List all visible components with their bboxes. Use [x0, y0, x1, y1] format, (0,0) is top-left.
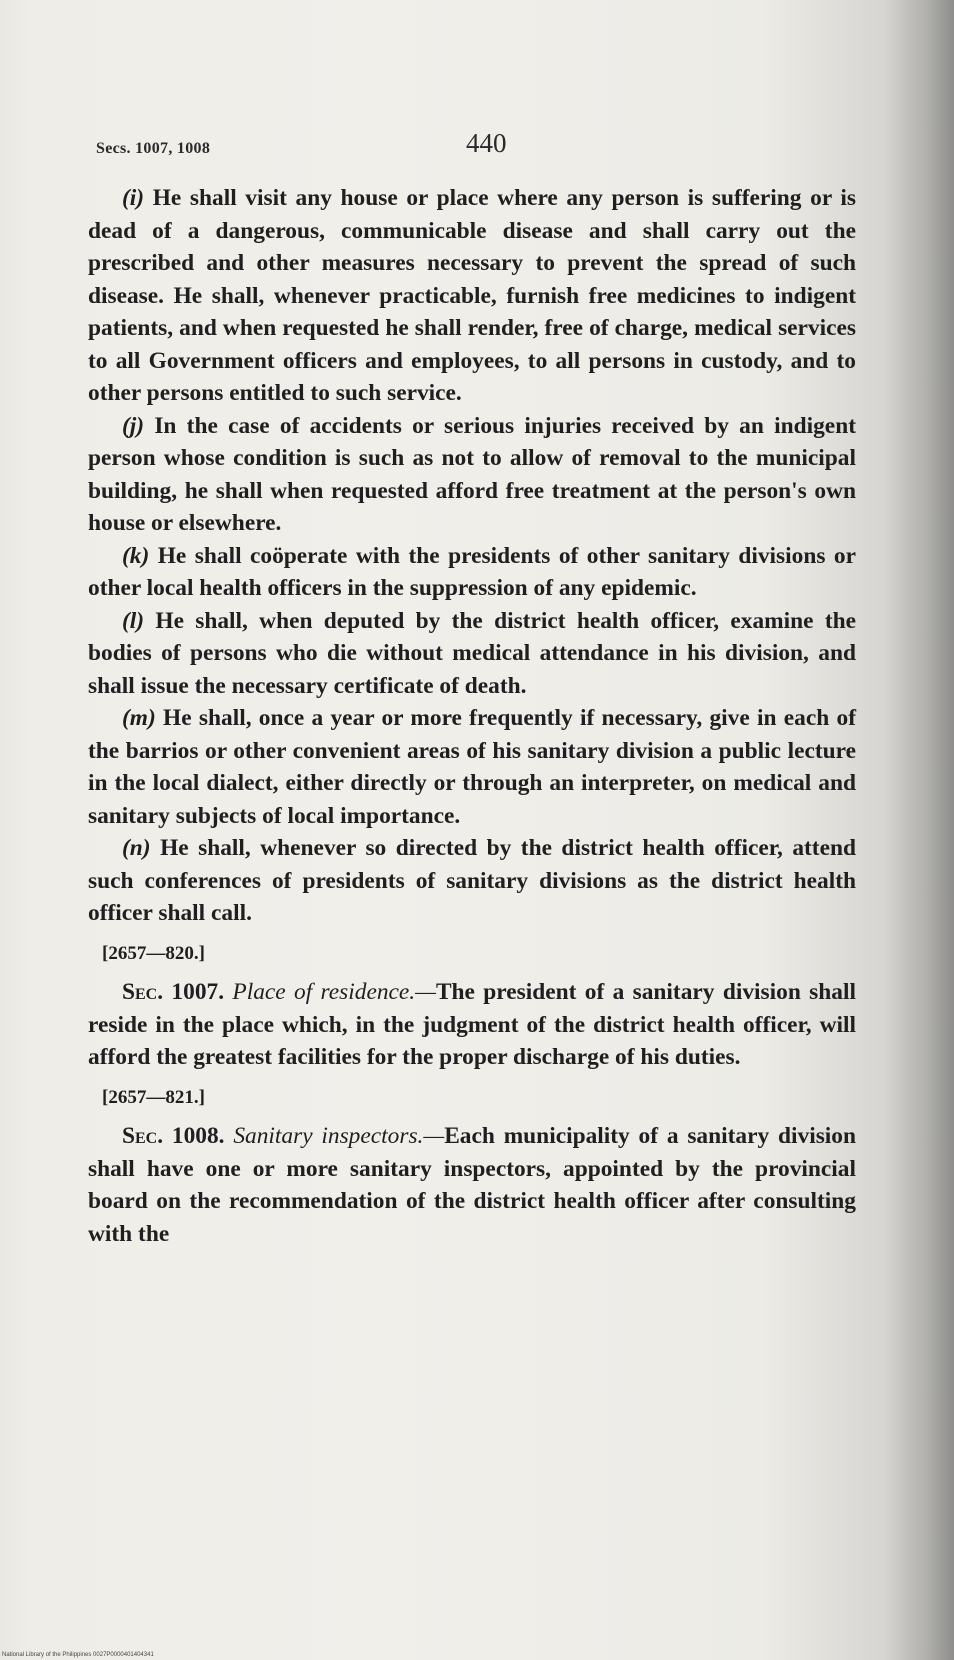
- section-text: Each municipality of a sanitary division shall have one or more sanitary inspectors, appointed by the provincial board on the recommendation of the district health officer after consulting with the: [88, 1123, 857, 1247]
- citation-820: [2657—820.]: [102, 942, 205, 964]
- section-number: Sec. 1007.: [122, 979, 225, 1005]
- paragraph-label: (k): [122, 542, 150, 569]
- library-footer: National Library of the Philippines 0027P0000401404341: [2, 1652, 154, 1658]
- paragraph-label: (j): [122, 412, 145, 439]
- paragraph-label: (m): [122, 705, 156, 731]
- paragraph-j: [88, 410, 856, 540]
- paragraph-m: [88, 702, 856, 832]
- paragraph-text: He shall, when deputed by the district health officer, examine the bodies of persons who die without medical attendance in his division, and shall issue the necessary certificate of death.: [88, 607, 856, 699]
- section-text: The president of a sanitary division shall reside in the place which, in the judgment of the district health officer, will afford the greatest facilities for the proper discharge of his duties.: [88, 979, 856, 1070]
- page-edge-shadow: [884, 0, 954, 1660]
- section-1007: [88, 976, 856, 1074]
- body-text: [88, 182, 856, 1250]
- paragraph-k: [88, 540, 856, 605]
- paragraph-text: He shall, once a year or more frequently if necessary, give in each of the barrios or other convenient areas of his sanitary division a public lecture in the local dialect, either directly or through an interpreter, on medical and sanitary subjects of local importance.: [88, 705, 856, 829]
- paragraph-label: (i): [122, 185, 145, 211]
- section-1008: [88, 1120, 856, 1250]
- section-caption: Place of residence.—: [232, 979, 436, 1005]
- paragraph-text: He shall, whenever so directed by the district health officer, attend such conferences of presidents of sanitary divisions as the district health officer shall call.: [88, 835, 856, 926]
- paragraph-i: [88, 182, 856, 410]
- section-number: Sec. 1008.: [122, 1123, 225, 1149]
- page-header: [96, 128, 856, 162]
- paragraph-label: (n): [122, 835, 151, 861]
- header-sections: Secs. 1007, 1008: [96, 140, 211, 157]
- paragraph-text: He shall coöperate with the presidents of other sanitary divisions or other local health officers in the suppression of any epidemic.: [88, 542, 856, 601]
- section-caption: Sanitary inspectors.—: [233, 1123, 445, 1149]
- paragraph-l: [88, 605, 856, 703]
- page-number: 440: [466, 128, 507, 158]
- paragraph-label: (l): [122, 607, 145, 634]
- paragraph-text: In the case of accidents or serious injuries received by an indigent person whose condition is such as not to allow of removal to the municipal building, he shall when requested afford free treatment at the person's own house or elsewhere.: [88, 412, 856, 536]
- citation-821: [2657—821.]: [102, 1086, 205, 1108]
- paragraph-n: [88, 832, 856, 930]
- paragraph-text: He shall visit any house or place where any person is suffering or is dead of a dangerous, communicable disease and shall carry out the prescribed and other measures necessary to prevent the spread of such disease. He shall, whenever practicable, furnish free medicines to indigent patients, and when requested he shall render, free of charge, medical services to all Government officers and employees, to all persons in custody, and to other persons entitled to such service.: [88, 185, 856, 406]
